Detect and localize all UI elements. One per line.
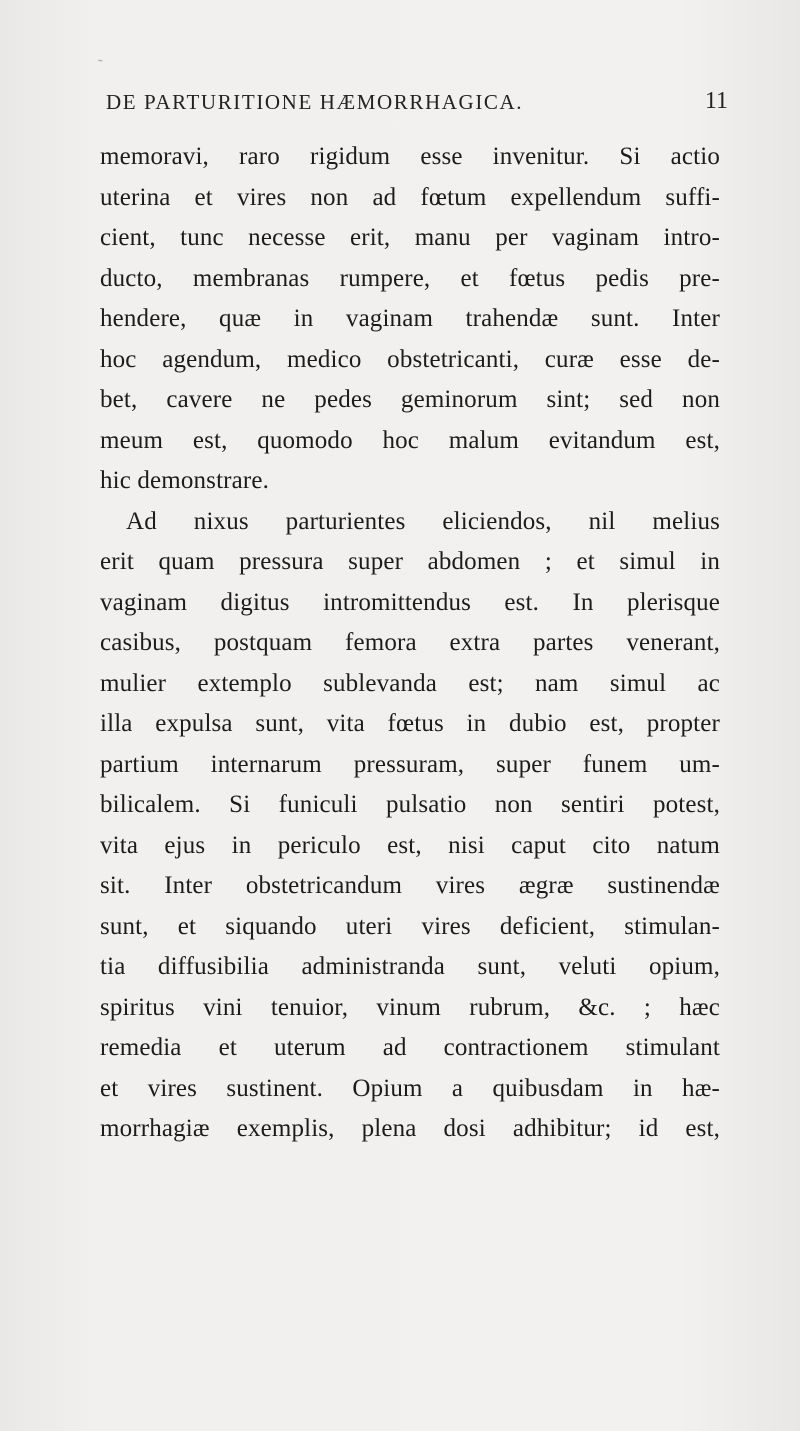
- text-line: et vires sustinent. Opium a quibusdam in hæ-: [100, 1074, 720, 1102]
- text-line: memoravi, raro rigidum esse invenitur. Si actio: [100, 143, 720, 170]
- text-line: vita ejus in periculo est, nisi caput cito natum: [100, 831, 720, 859]
- text-line: hic demonstrare.: [100, 467, 270, 494]
- print-speck: ˜: [98, 58, 103, 73]
- running-head: [98, 84, 728, 124]
- text-line: mulier extemplo sublevanda est; nam simul ac: [100, 669, 720, 697]
- text-line: cient, tunc necesse erit, manu per vaginam intro-: [100, 224, 720, 251]
- text-line: meum est, quomodo hoc malum evitandum est,: [100, 426, 720, 454]
- page-number: 11: [704, 88, 728, 114]
- text-line: morrhagiæ exemplis, plena dosi adhibitur; id est,: [100, 1115, 720, 1142]
- text-line: bet, cavere ne pedes geminorum sint; sed non: [100, 386, 720, 413]
- text-line: illa expulsa sunt, vita fœtus in dubio est, propter: [100, 710, 720, 737]
- text-line: casibus, postquam femora extra partes venerant,: [100, 629, 720, 656]
- text-line: spiritus vini tenuior, vinum rubrum, &c. ; hæc: [100, 993, 720, 1021]
- text-line: ducto, membranas rumpere, et fœtus pedis pre-: [100, 264, 720, 292]
- text-line: tia diffusibilia administranda sunt, veluti opium,: [100, 953, 720, 980]
- text-line: sit. Inter obstetricandum vires ægræ sustinendæ: [100, 872, 720, 899]
- text-line: uterina et vires non ad fœtum expellendum suffi-: [100, 183, 720, 211]
- running-title: DE PARTURITIONE HÆMORRHAGICA.: [106, 90, 524, 114]
- body-text: [100, 137, 720, 1150]
- text-line: partium internarum pressuram, super funem um-: [100, 750, 720, 778]
- text-line: bilicalem. Si funiculi pulsatio non sentiri potest,: [100, 791, 720, 818]
- text-line: hendere, quæ in vaginam trahendæ sunt. Inter: [100, 305, 720, 332]
- text-line: vaginam digitus intromittendus est. In plerisque: [100, 588, 720, 616]
- text-line: sunt, et siquando uteri vires deficient, stimulan-: [100, 912, 720, 940]
- text-line: erit quam pressura super abdomen ; et simul in: [100, 548, 720, 575]
- text-line: hoc agendum, medico obstetricanti, curæ esse de-: [100, 345, 720, 373]
- text-line: remedia et uterum ad contractionem stimulant: [100, 1034, 720, 1061]
- text-line: Ad nixus parturientes eliciendos, nil melius: [126, 507, 720, 535]
